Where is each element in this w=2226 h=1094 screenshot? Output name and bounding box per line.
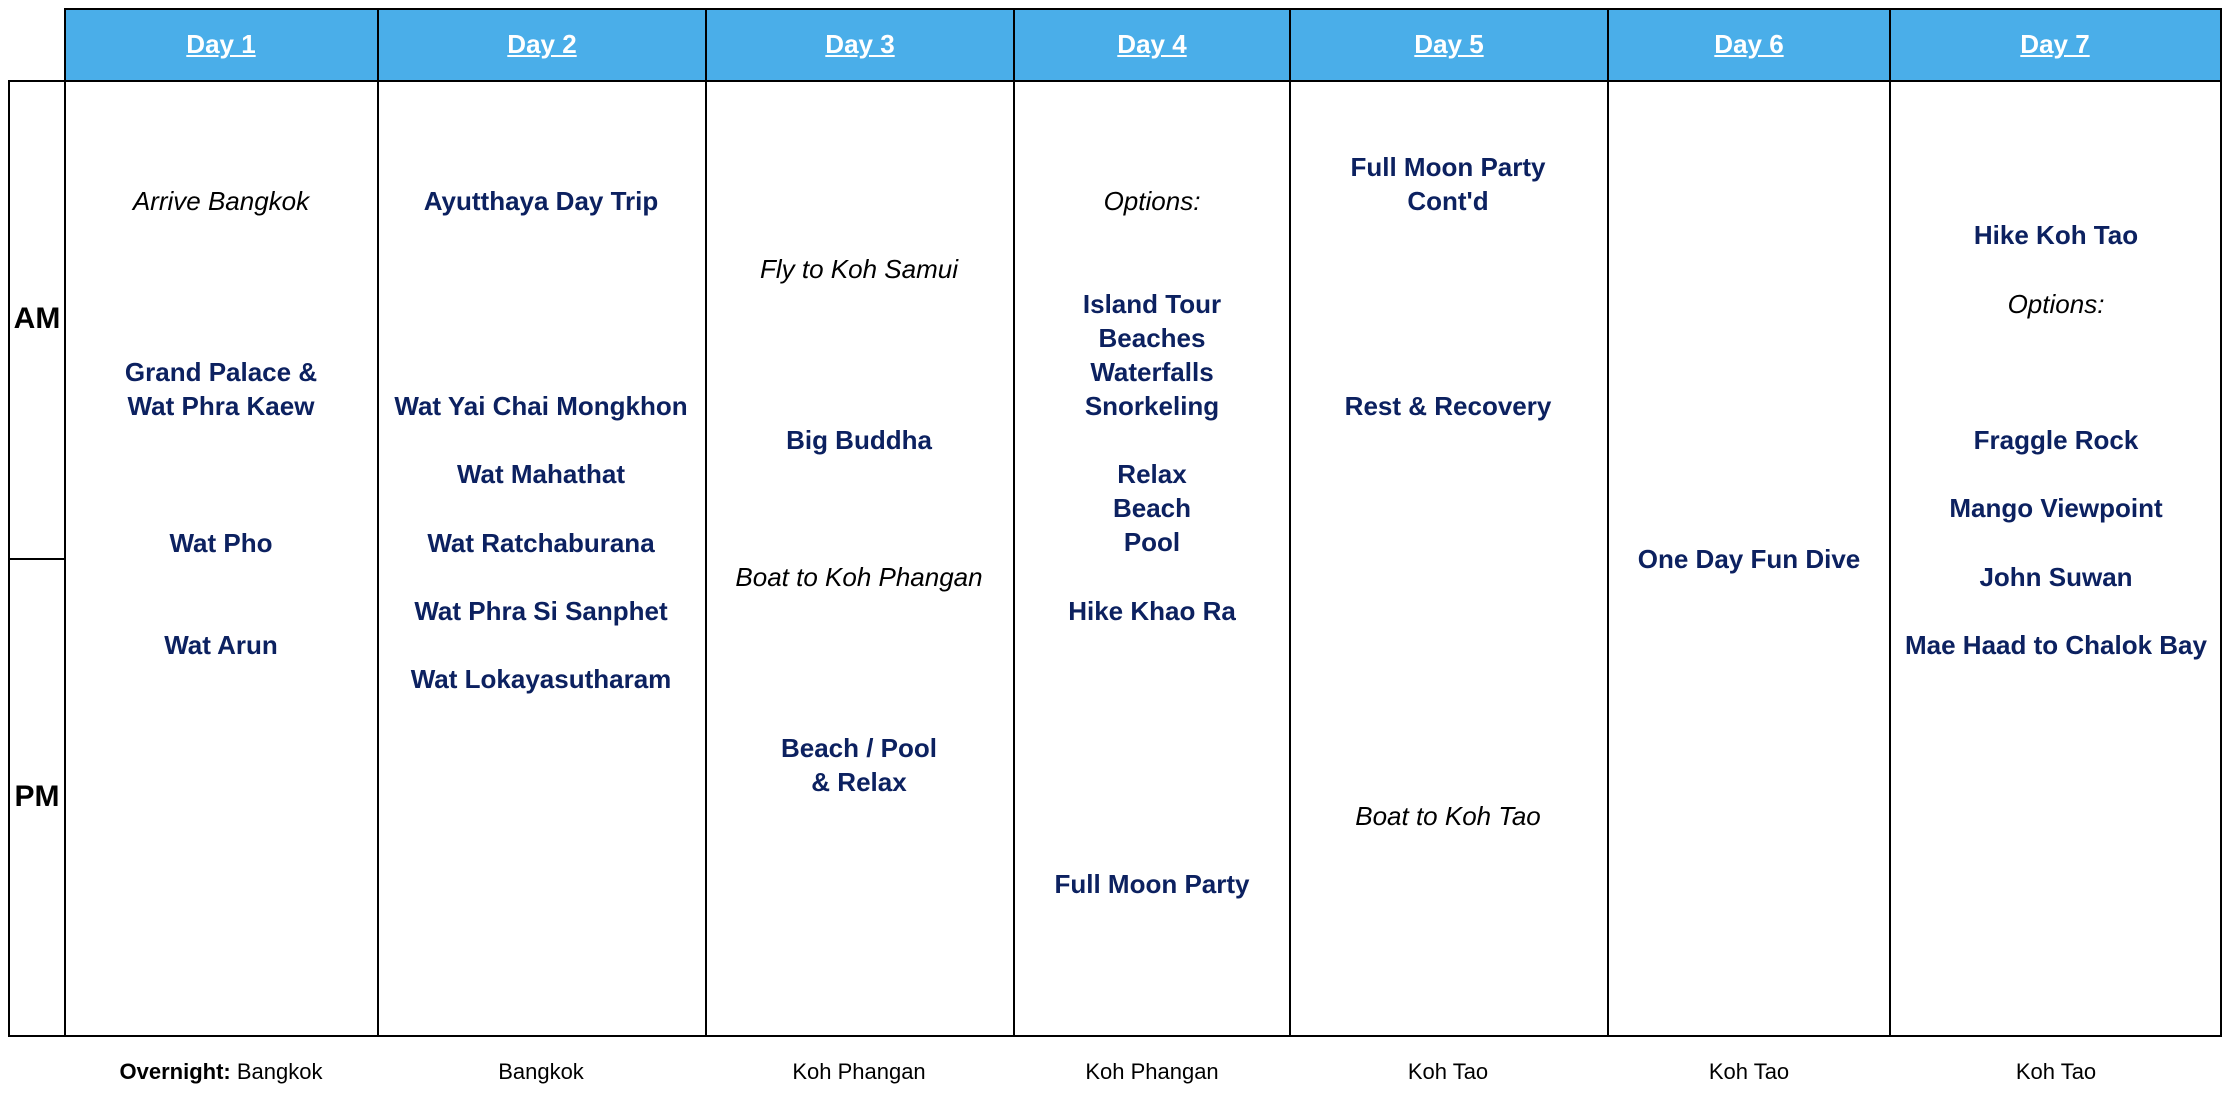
header-day-2: Day 2	[378, 9, 706, 80]
overnight-day-2: Bangkok	[498, 1059, 584, 1084]
activity-boat-koh-phangan: Boat to Koh Phangan	[735, 562, 983, 592]
activity-line: Waterfalls	[1090, 357, 1214, 387]
header-day-6: Day 6	[1608, 9, 1890, 80]
grid-col-line	[377, 8, 379, 1037]
activity-line: Relax	[1117, 459, 1187, 489]
activity-wat-mahathat: Wat Mahathat	[456, 459, 626, 489]
overnight-value: Bangkok	[236, 1059, 323, 1084]
activity-fly-koh-samui: Fly to Koh Samui	[760, 254, 958, 284]
activity-ayutthaya-day-trip: Ayutthaya Day Trip	[423, 186, 659, 216]
activity-line: Island Tour	[1082, 289, 1222, 319]
activity-beach-pool-relax	[781, 731, 937, 799]
activity-line: Beach	[1112, 493, 1192, 523]
activity-hike-koh-tao: Hike Koh Tao	[1973, 220, 2139, 250]
activity-fraggle-rock: Fraggle Rock	[1973, 425, 2139, 455]
activity-wat-pho: Wat Pho	[169, 528, 273, 558]
activity-arrive-bangkok: Arrive Bangkok	[132, 186, 310, 216]
activity-mae-haad-chalok-bay: Mae Haad to Chalok Bay	[1905, 630, 2207, 660]
overnight-day-4: Koh Phangan	[1085, 1059, 1219, 1084]
activity-one-day-fun-dive: One Day Fun Dive	[1637, 544, 1861, 574]
overnight-day-3: Koh Phangan	[792, 1059, 926, 1084]
grid-col-line	[1289, 8, 1291, 1037]
header-day-3: Day 3	[706, 9, 1014, 80]
activity-line: Pool	[1123, 527, 1181, 557]
activity-wat-lokayasutharam: Wat Lokayasutharam	[410, 664, 672, 694]
activity-relax	[1113, 457, 1191, 559]
header-day-1: Day 1	[64, 9, 378, 80]
overnight-label: Overnight:	[119, 1059, 231, 1084]
activity-line: & Relax	[811, 767, 907, 797]
activity-wat-yai-chai-mongkhon: Wat Yai Chai Mongkhon	[394, 391, 688, 421]
activity-wat-ratchaburana: Wat Ratchaburana	[427, 528, 655, 558]
activity-hike-khao-ra: Hike Khao Ra	[1068, 596, 1236, 626]
activity-line: Cont'd	[1407, 186, 1489, 216]
grid-right-edge	[2220, 8, 2222, 1037]
grid-col-line	[1607, 8, 1609, 1037]
grid-top-line	[64, 8, 2222, 10]
grid-col-line	[1889, 8, 1891, 1037]
grid-left-edge	[8, 80, 10, 1037]
activity-options-label: Options:	[2007, 289, 2105, 319]
activity-full-moon-contd	[1351, 150, 1546, 218]
activity-line: Beaches	[1098, 323, 1206, 353]
activity-full-moon-party: Full Moon Party	[1054, 869, 1250, 899]
activity-wat-arun: Wat Arun	[164, 630, 278, 660]
activity-grand-palace	[125, 355, 317, 423]
activity-wat-phra-si-sanphet: Wat Phra Si Sanphet	[414, 596, 668, 626]
activity-rest-recovery: Rest & Recovery	[1344, 391, 1552, 421]
activity-line: Full Moon Party	[1350, 152, 1546, 182]
pm-label: PM	[14, 780, 60, 813]
activity-boat-koh-tao: Boat to Koh Tao	[1355, 801, 1541, 831]
activity-island-tour	[1083, 287, 1221, 423]
overnight-day-6: Koh Tao	[1708, 1059, 1790, 1084]
overnight-day-7: Koh Tao	[2015, 1059, 2097, 1084]
grid-col-line	[64, 8, 66, 1037]
activity-line: Wat Phra Kaew	[127, 391, 315, 421]
grid-col-line	[705, 8, 707, 1037]
header-day-5: Day 5	[1290, 9, 1608, 80]
grid-col-line	[1013, 8, 1015, 1037]
header-day-7: Day 7	[1890, 9, 2220, 80]
overnight-day-1	[120, 1059, 323, 1085]
grid-am-pm-divider	[8, 558, 64, 560]
activity-options-label: Options:	[1103, 186, 1201, 216]
am-label: AM	[13, 302, 61, 335]
activity-line: Grand Palace &	[124, 357, 318, 387]
header-day-4: Day 4	[1014, 9, 1290, 80]
activity-line: Snorkeling	[1084, 391, 1220, 421]
overnight-day-5: Koh Tao	[1407, 1059, 1489, 1084]
activity-line: Beach / Pool	[780, 733, 938, 763]
activity-mango-viewpoint: Mango Viewpoint	[1949, 493, 2163, 523]
activity-big-buddha: Big Buddha	[786, 425, 932, 455]
activity-john-suwan: John Suwan	[1979, 562, 2133, 592]
